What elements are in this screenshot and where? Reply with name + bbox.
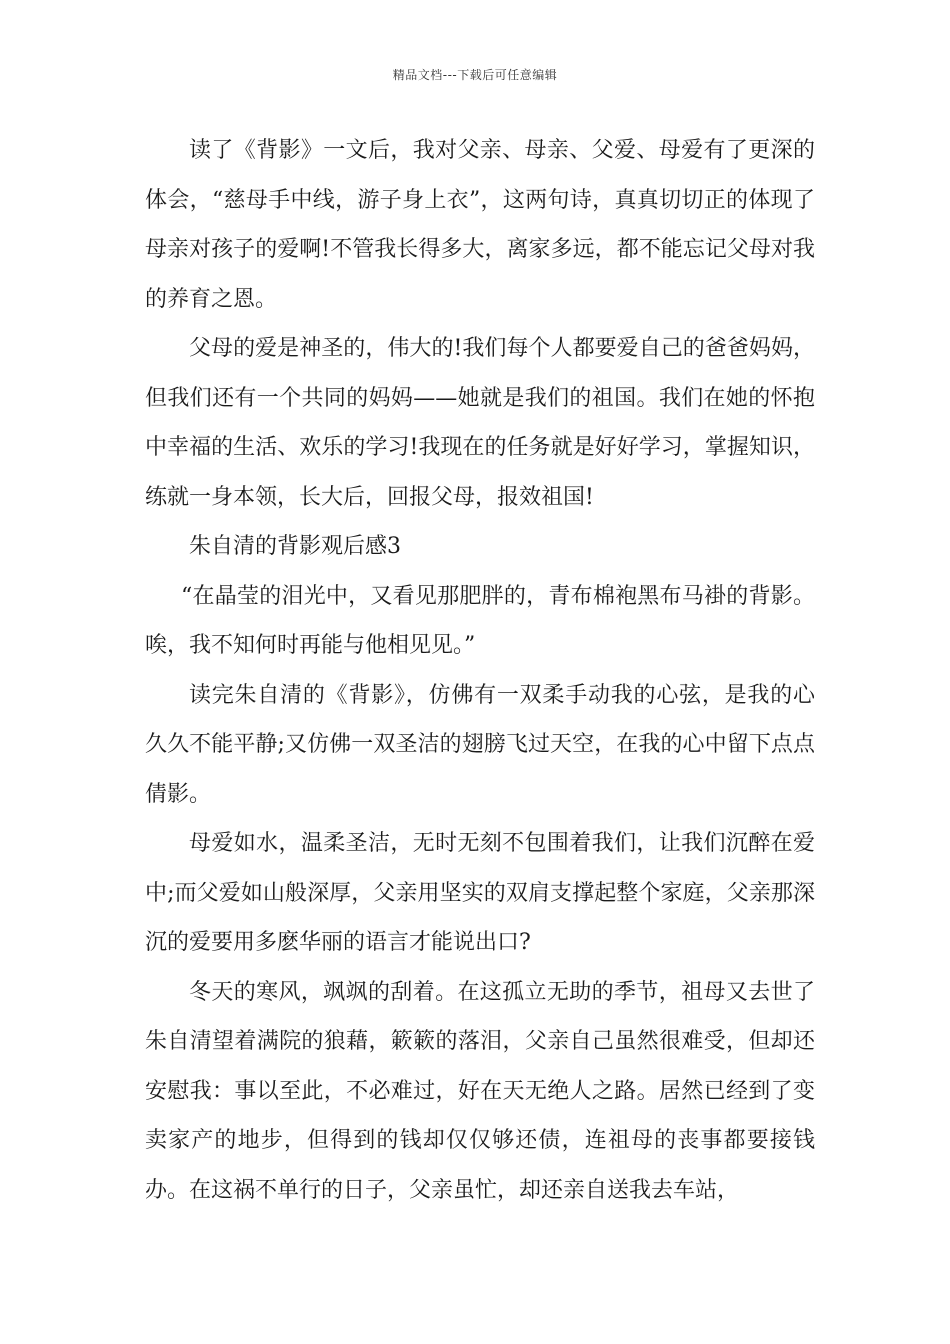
- quote-paragraph: “在晶莹的泪光中，又看见那肥胖的，青布棉袍黑布马褂的背影。唉，我不知何时再能与他相见见。”: [145, 583, 815, 658]
- section-title: 朱自清的背影观后感3: [189, 534, 401, 559]
- document-body: [145, 126, 815, 1215]
- page-header: 精品文档---下载后可任意编辑: [392, 68, 558, 82]
- paragraph-1: 读了《背影》一文后，我对父亲、母亲、父爱、母爱有了更深的体会，“慈母手中线，游子身上衣”，这两句诗，真真切切正的体现了母亲对孩子的爱啊!不管我长得多大，离家多远，都不能忘记父母对我的养育之恩。: [145, 138, 815, 312]
- paragraph-5: 母爱如水，温柔圣洁，无时无刻不包围着我们，让我们沉醉在爱中;而父爱如山般深厚，父亲用坚实的双肩支撑起整个家庭，父亲那深沉的爱要用多麽华丽的语言才能说出口?: [145, 831, 815, 955]
- paragraph-6: 冬天的寒风，飒飒的刮着。在这孤立无助的季节，祖母又去世了朱自清望着满院的狼藉，簌簌的落泪，父亲自己虽然很难受，但却还安慰我：事以至此，不必难过，好在天无绝人之路。居然已经到了变卖家产的地步，但得到的钱却仅仅够还债，连祖母的丧事都要接钱办。在这祸不单行的日子，父亲虽忙，却还亲自送我去车站，: [145, 979, 815, 1203]
- paragraph-2: 父母的爱是神圣的，伟大的!我们每个人都要爱自己的爸爸妈妈，但我们还有一个共同的妈妈——她就是我们的祖国。我们在她的怀抱中幸福的生活、欢乐的学习!我现在的任务就是好好学习，掌握知识，练就一身本领，长大后，回报父母，报效祖国!: [145, 336, 815, 510]
- paragraph-4: 读完朱自清的《背影》，仿佛有一双柔手动我的心弦，是我的心久久不能平静;又仿佛一双圣洁的翅膀飞过天空，在我的心中留下点点倩影。: [145, 682, 815, 807]
